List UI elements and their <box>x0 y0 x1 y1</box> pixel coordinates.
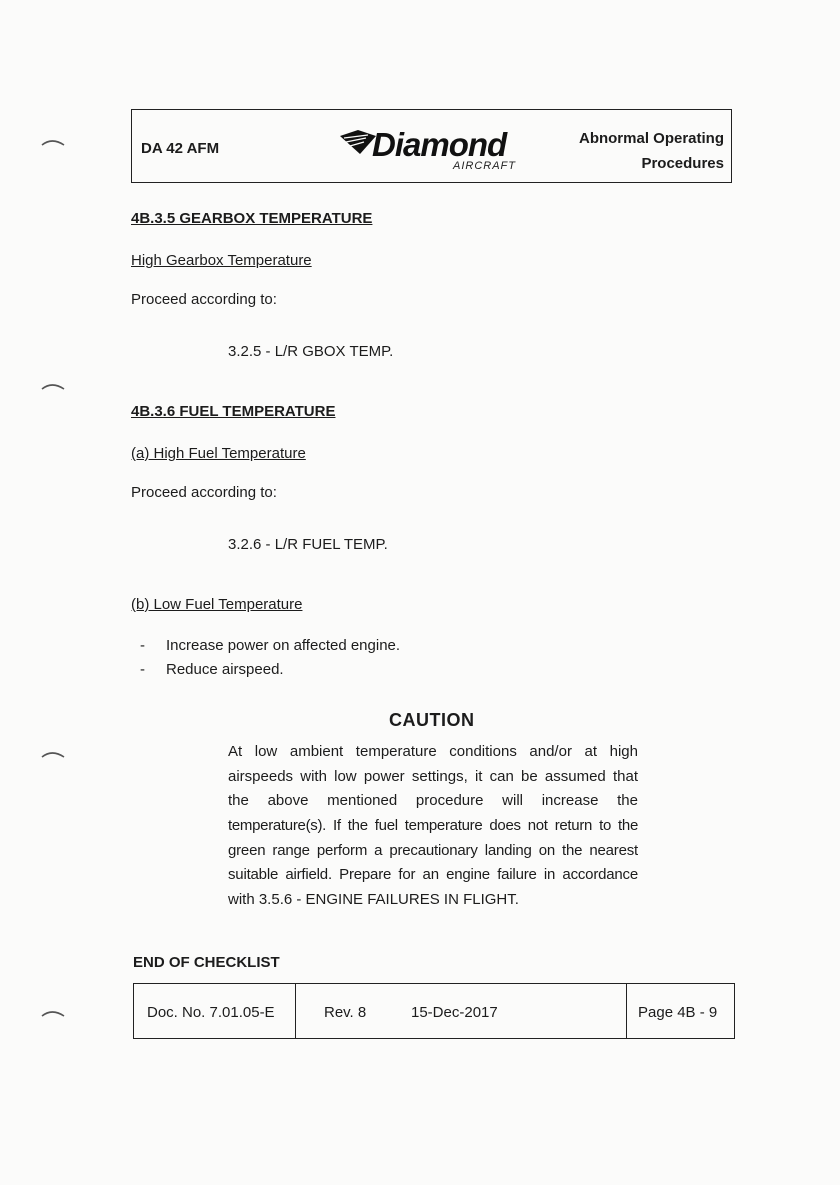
page-header <box>131 109 732 183</box>
caution-line: green range perform a precautionary landing on the nearest <box>228 842 638 859</box>
chapter-title <box>579 126 724 176</box>
bullet-dash: - <box>140 637 145 654</box>
chapter-title-line2: Procedures <box>641 155 724 172</box>
subheading-high-fuel: (a) High Fuel Temperature <box>131 445 306 462</box>
caution-line: with 3.5.6 - ENGINE FAILURES IN FLIGHT. <box>228 891 519 908</box>
caution-line: airspeeds with low power settings, it can be assumed that <box>228 768 638 785</box>
bullet-dash: - <box>140 661 145 678</box>
binder-hole-mark <box>40 1008 66 1018</box>
caution-title: CAUTION <box>389 710 475 730</box>
list-item: Reduce airspeed. <box>166 661 284 678</box>
caution-line: the above mentioned procedure will increase the <box>228 792 638 809</box>
section-heading-gearbox: 4B.3.5 GEARBOX TEMPERATURE <box>131 210 373 227</box>
subheading-high-gearbox: High Gearbox Temperature <box>131 252 312 269</box>
end-of-checklist: END OF CHECKLIST <box>133 954 280 971</box>
doc-number: Doc. No. 7.01.05-E <box>147 1004 275 1021</box>
subheading-low-fuel: (b) Low Fuel Temperature <box>131 596 303 613</box>
procedure-reference: 3.2.5 - L/R GBOX TEMP. <box>228 343 394 360</box>
proceed-text: Proceed according to: <box>131 291 277 308</box>
page-number: Page 4B - 9 <box>638 1004 718 1021</box>
list-item: Increase power on affected engine. <box>166 637 401 654</box>
footer-divider <box>626 984 627 1038</box>
diamond-aircraft-logo <box>338 120 528 174</box>
footer-divider <box>295 984 296 1038</box>
binder-hole-mark <box>40 137 66 147</box>
chapter-title-line1: Abnormal Operating <box>578 130 724 147</box>
page-footer <box>133 983 735 1039</box>
caution-line: At low ambient temperature conditions and/or at high <box>228 743 638 760</box>
proceed-text: Proceed according to: <box>131 484 277 501</box>
revision-date: 15-Dec-2017 <box>411 1004 498 1021</box>
binder-hole-mark <box>40 749 66 759</box>
logo-subtitle: AIRCRAFT <box>453 160 516 172</box>
caution-line: suitable airfield. Prepare for an engine failure in accordance <box>228 866 638 883</box>
logo-wordmark: Diamond <box>372 126 507 163</box>
procedure-reference: 3.2.6 - L/R FUEL TEMP. <box>228 536 388 553</box>
section-heading-fuel: 4B.3.6 FUEL TEMPERATURE <box>131 403 336 420</box>
revision: Rev. 8 <box>324 1004 367 1021</box>
manual-id: DA 42 AFM <box>141 140 220 157</box>
caution-line: temperature(s). If the fuel temperature does not return to the <box>228 817 638 834</box>
binder-hole-mark <box>40 381 66 391</box>
